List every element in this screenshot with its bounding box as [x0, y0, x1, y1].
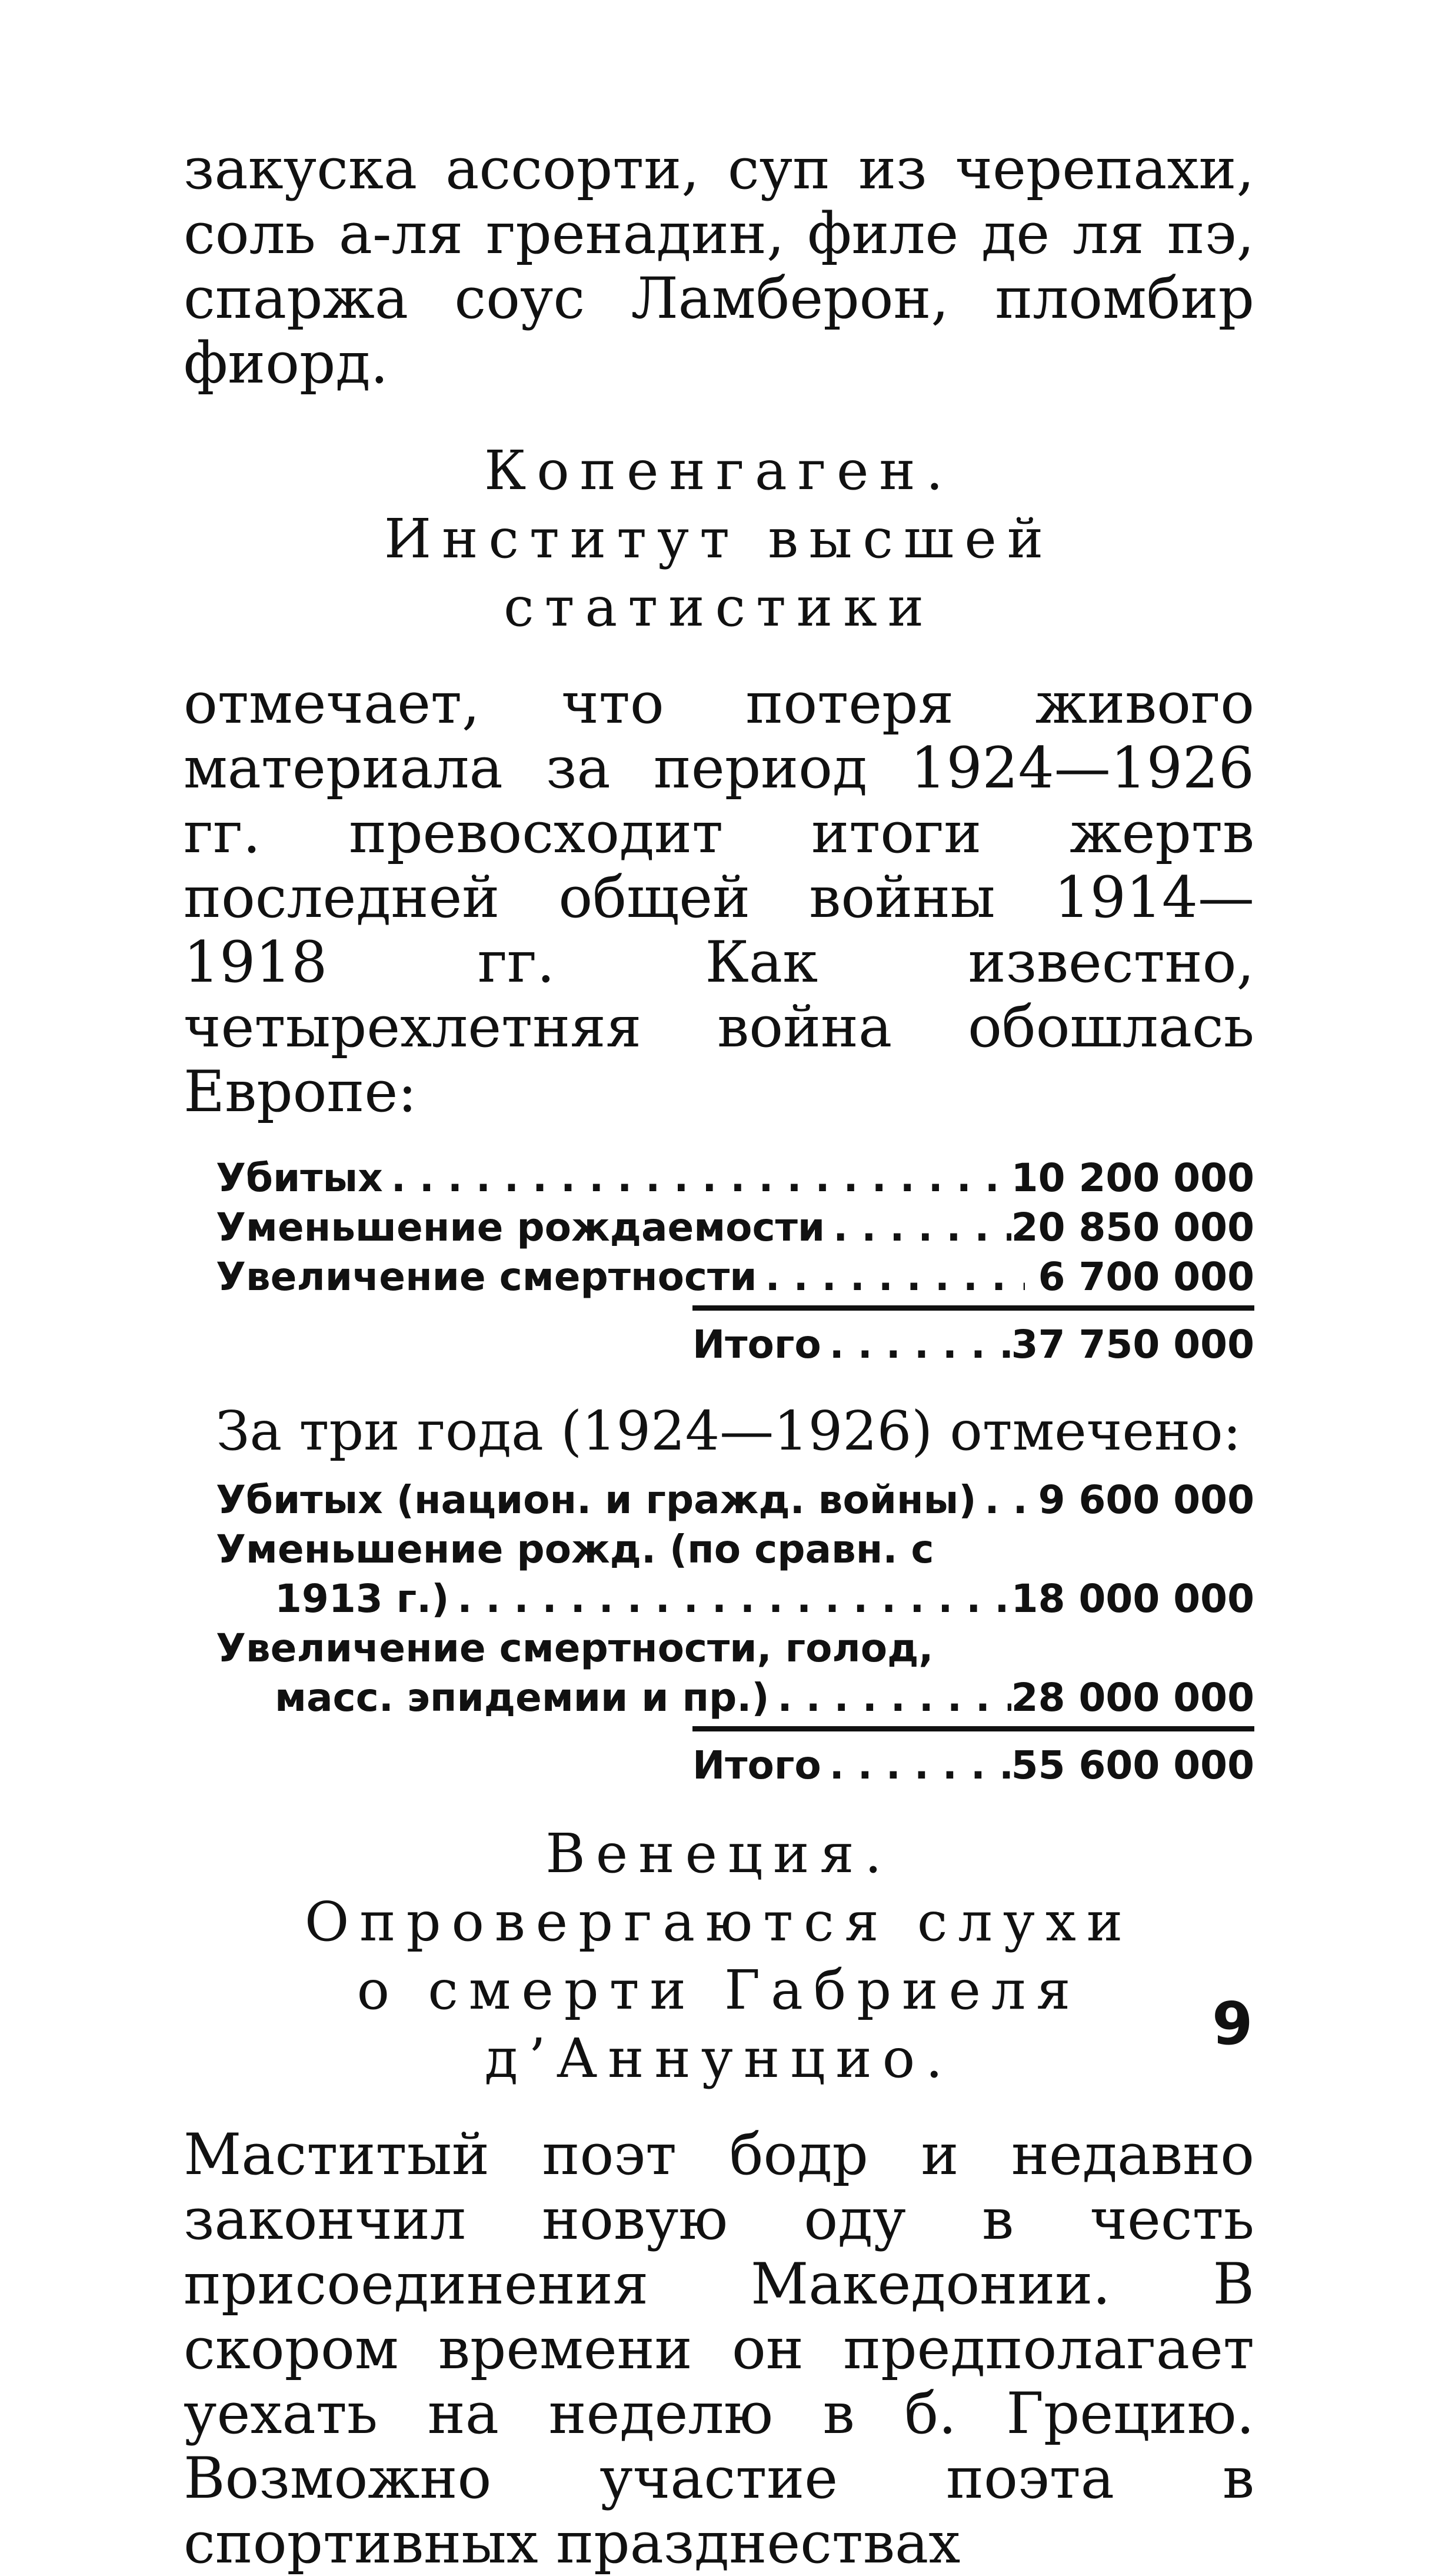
row-value: 28 000 000	[1011, 1675, 1254, 1720]
row-value: 6 700 000	[1038, 1254, 1254, 1299]
total-label: Итого	[692, 1322, 821, 1367]
paragraph-menu: закуска ассорти, суп из черепахи, соль а-ля гренадин, филе де ля пэ, спаржа соус Ламберон, пломбир фиорд.	[184, 136, 1254, 396]
table-row	[216, 1154, 1254, 1203]
table-row-label-line	[216, 1525, 1254, 1574]
losses-table-1914	[184, 1154, 1254, 1370]
table-row	[216, 1673, 1254, 1723]
table-total-row	[216, 1320, 1254, 1370]
paragraph-statistics: отмечает, что потеря живого материала за период 1924—1926 гг. превосходит итоги жертв последней общей войны 1914—1918 гг. Как известно, четырехлетняя война обошлась Европе:	[184, 670, 1254, 1125]
heading-venice: Венеция.	[545, 1822, 892, 1885]
page-number: 9	[1212, 1989, 1253, 2058]
row-label: Увеличение смертности	[216, 1254, 757, 1299]
row-label: Уменьшение рождаемости	[216, 1205, 825, 1250]
total-value: 55 600 000	[1011, 1743, 1254, 1788]
heading-statistics-institute: Институт высшей статистики	[384, 507, 1054, 639]
table-row	[216, 1475, 1254, 1525]
intro-three-years: За три года (1924—1926) отмечено:	[216, 1400, 1241, 1462]
row-label: масс. эпидемии и пр.)	[275, 1675, 770, 1720]
row-label: Уменьшение рожд. (по сравн. с	[216, 1527, 934, 1572]
row-value: 20 850 000	[1011, 1205, 1254, 1250]
table-row-label-line	[216, 1624, 1254, 1673]
paragraph-poet: Маститый поэт бодр и недавно закончил новую оду в честь присоединения Македонии. В скором времени он предполагает уехать на неделю в б. Грецию. Возможно участие поэта в спортивных празднествах	[184, 2122, 1254, 2576]
total-rule	[692, 1305, 1254, 1311]
row-value: 9 600 000	[1038, 1477, 1254, 1523]
row-label: 1913 г.)	[275, 1576, 449, 1621]
page-body	[184, 137, 1254, 2575]
total-value: 37 750 000	[1011, 1322, 1254, 1367]
heading-rumors: Опровергаются слухи	[304, 1890, 1134, 1953]
table-row	[216, 1252, 1254, 1302]
total-label: Итого	[692, 1743, 821, 1788]
row-value: 10 200 000	[1011, 1155, 1254, 1201]
row-label: Убитых	[216, 1155, 383, 1201]
heading-dannunzio: о смерти Габриеля д’Аннунцио.	[357, 1959, 1081, 2090]
row-label: Убитых (национ. и гражд. войны)	[216, 1477, 977, 1523]
row-value: 18 000 000	[1011, 1576, 1254, 1621]
heading-copenhagen: Копенгаген.	[484, 439, 954, 502]
total-rule	[692, 1726, 1254, 1731]
table-row	[216, 1574, 1254, 1624]
table-total-row	[216, 1741, 1254, 1790]
losses-table-1924	[184, 1475, 1254, 1790]
row-label: Увеличение смертности, голод,	[216, 1626, 934, 1671]
table-row	[216, 1203, 1254, 1252]
